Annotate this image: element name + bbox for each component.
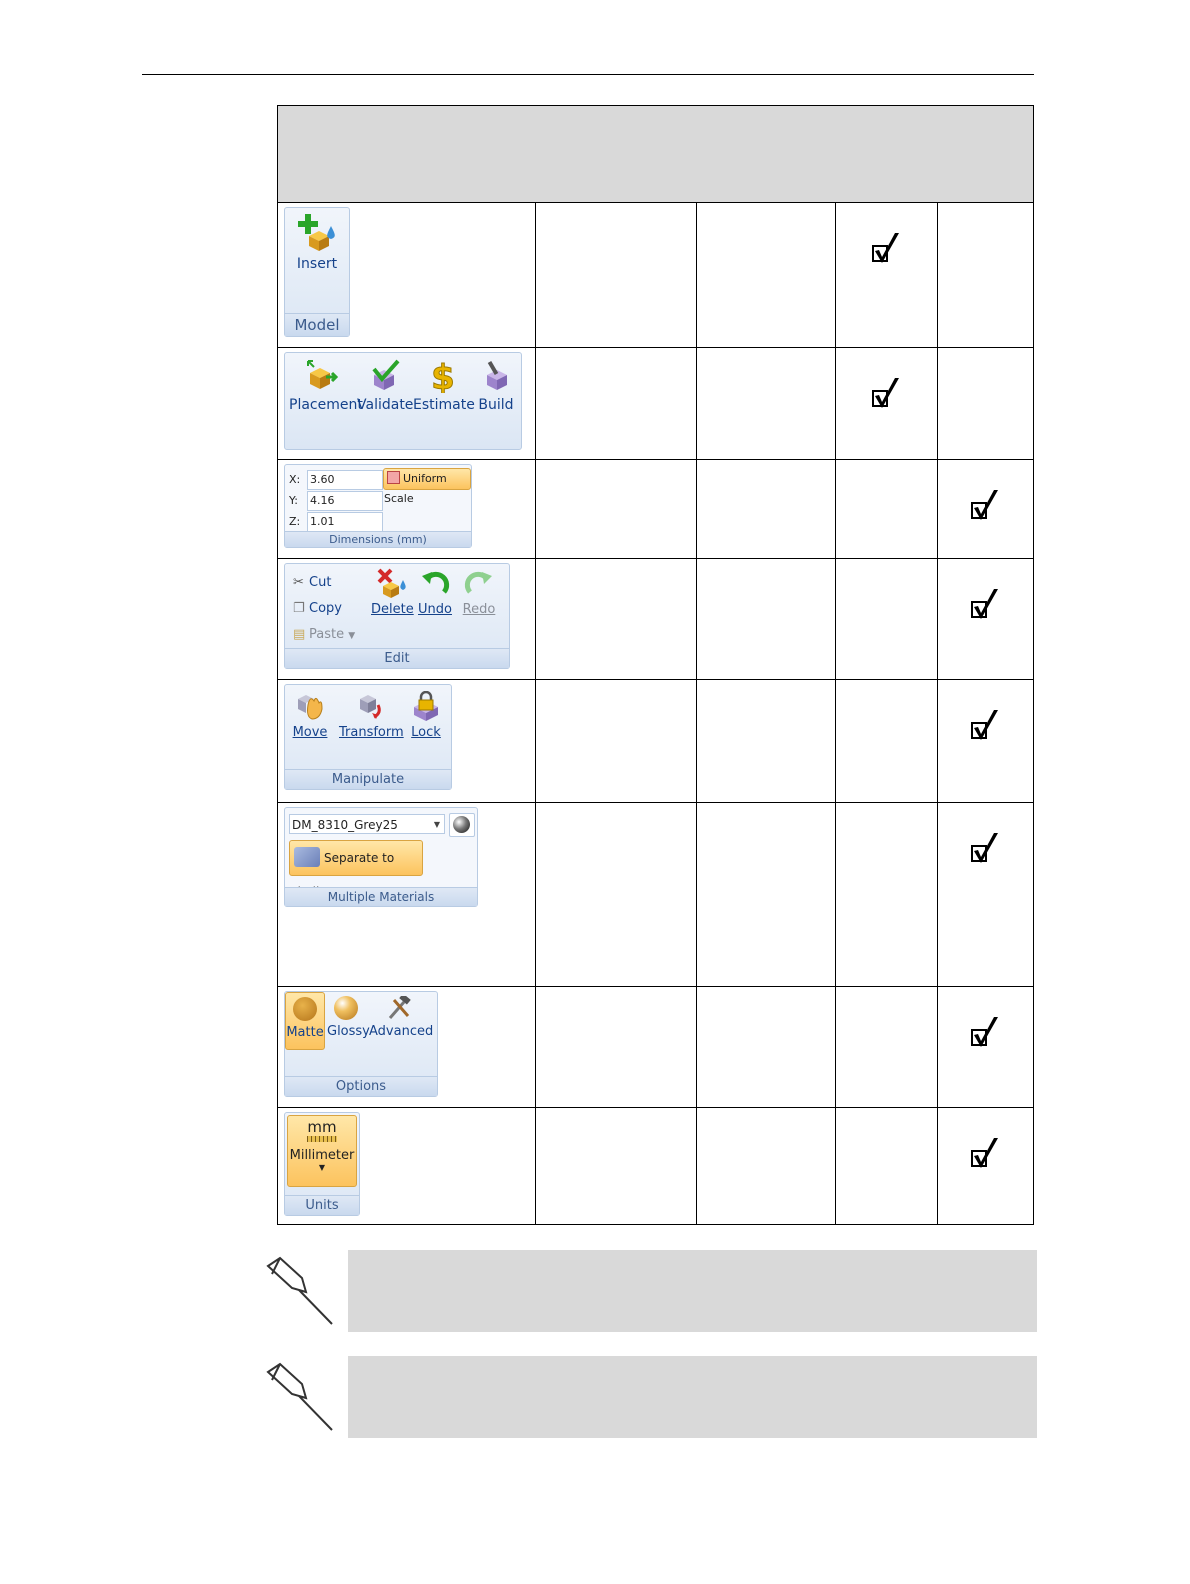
chevron-down-icon: ▼ (433, 820, 440, 829)
transform-label: Transform (339, 725, 404, 740)
validate-button[interactable] (357, 359, 413, 413)
insert-button[interactable] (285, 214, 349, 272)
lock-icon (410, 691, 442, 721)
checkmark-icon (970, 831, 1002, 867)
redo-icon (464, 568, 494, 598)
move-label: Move (292, 725, 328, 740)
delete-label: Delete (371, 602, 414, 617)
dimensions-group (284, 464, 472, 548)
transform-icon (354, 691, 386, 721)
note-box (348, 1356, 1037, 1438)
millimeter-button[interactable] (287, 1115, 357, 1187)
shells-icon (294, 847, 320, 867)
paste-button[interactable] (293, 622, 355, 649)
insert-icon (297, 214, 337, 252)
millimeter-label: Millimeter (289, 1148, 355, 1163)
build-group (284, 352, 522, 450)
uniform-scale-label: Uniform Scale (384, 472, 447, 505)
sphere-icon (453, 816, 470, 833)
uniform-scale-icon (387, 471, 400, 484)
validate-icon (368, 359, 402, 393)
y-input[interactable]: 4.16 (307, 491, 383, 511)
estimate-button[interactable] (413, 359, 473, 413)
edit-group (284, 563, 510, 669)
glossy-button[interactable] (327, 996, 370, 1039)
chevron-down-icon: ▼ (348, 631, 356, 641)
lock-label: Lock (411, 725, 441, 740)
glossy-sphere-icon (334, 996, 358, 1020)
separate-to-shells-button[interactable] (289, 840, 423, 876)
z-input[interactable]: 1.01 (307, 512, 383, 532)
delete-button[interactable] (371, 568, 414, 617)
matte-label: Matte (286, 1025, 324, 1040)
placement-button[interactable] (289, 359, 363, 413)
undo-icon (420, 568, 450, 598)
table-row (278, 987, 1034, 1108)
mm-icon-text: mm (307, 1118, 337, 1136)
units-group (284, 1112, 360, 1216)
model-group (284, 207, 350, 337)
material-select-value: DM_8310_Grey25 (292, 818, 398, 832)
copy-icon: ❐ (293, 601, 305, 616)
top-rule (142, 74, 1034, 75)
ribbon-cell (278, 203, 536, 348)
table-row (278, 1108, 1034, 1225)
x-input[interactable]: 3.60 (307, 470, 383, 490)
checkmark-icon (970, 1136, 1002, 1172)
manipulate-group (284, 684, 452, 790)
x-label: X: (289, 473, 301, 486)
checkmark-icon (970, 708, 1002, 744)
uniform-scale-toggle[interactable] (383, 468, 471, 505)
table-row (278, 559, 1034, 680)
glossy-label: Glossy (327, 1024, 370, 1039)
redo-button[interactable] (461, 568, 497, 617)
z-label: Z: (289, 515, 301, 528)
chevron-down-icon: ▼ (318, 1163, 326, 1172)
checkmark-icon (970, 587, 1002, 623)
check-cell (938, 987, 1034, 1108)
materials-group (284, 807, 478, 907)
scissors-icon: ✂ (293, 575, 304, 590)
check-cell (938, 460, 1034, 559)
z-row (289, 511, 383, 532)
group-label: Model (285, 313, 349, 336)
cut-button[interactable] (293, 570, 355, 596)
delete-icon (375, 568, 407, 598)
material-color-button[interactable] (449, 813, 475, 837)
group-label: Options (285, 1076, 437, 1096)
insert-label: Insert (296, 256, 338, 272)
placement-icon (304, 359, 338, 393)
tools-icon (386, 996, 412, 1020)
material-select[interactable] (289, 814, 445, 834)
move-button[interactable] (291, 691, 329, 740)
paste-icon: ▤ (293, 627, 306, 642)
build-label: Build (478, 397, 514, 413)
x-row (289, 469, 383, 490)
note-box (348, 1250, 1037, 1332)
matte-button[interactable] (285, 992, 325, 1050)
checkmark-icon (871, 376, 903, 412)
options-group (284, 991, 438, 1097)
validate-label: Validate (357, 397, 414, 413)
matte-sphere-icon (293, 997, 317, 1021)
table-row (278, 680, 1034, 803)
group-label: Multiple Materials (285, 887, 477, 906)
ruler-icon (307, 1136, 337, 1142)
checkmark-icon (970, 1015, 1002, 1051)
separate-label: Separate to (324, 851, 395, 865)
transform-button[interactable] (339, 691, 404, 740)
copy-button[interactable] (293, 596, 355, 622)
check-cell (938, 559, 1034, 680)
build-icon (479, 359, 513, 393)
advanced-label: Advanced (369, 1024, 434, 1039)
table-row (278, 203, 1034, 348)
check-cell (938, 1108, 1034, 1225)
group-label: Edit (285, 648, 509, 668)
checkmark-icon (970, 488, 1002, 524)
y-label: Y: (289, 494, 298, 507)
advanced-button[interactable] (369, 996, 434, 1039)
table-header-row (278, 106, 1034, 203)
table-row (278, 460, 1034, 559)
placement-label: Placement (289, 397, 363, 413)
redo-label: Redo (462, 602, 496, 617)
table-header (278, 106, 1034, 203)
group-label: Units (285, 1195, 359, 1215)
build-button[interactable] (475, 359, 517, 413)
svg-text:$: $ (431, 359, 455, 393)
table-row (278, 803, 1034, 987)
feature-table (277, 105, 1034, 1225)
estimate-label: Estimate (413, 397, 475, 413)
checkmark-icon (871, 231, 903, 267)
check-cell (938, 680, 1034, 803)
table-row (278, 348, 1034, 460)
y-row (289, 490, 383, 511)
lock-button[interactable] (409, 691, 443, 740)
paste-label: Paste (309, 627, 345, 642)
cut-label: Cut (309, 575, 332, 590)
check-cell (938, 803, 1034, 987)
undo-button[interactable] (417, 568, 453, 617)
check-cell (836, 348, 938, 460)
group-label: Manipulate (285, 769, 451, 789)
move-icon (294, 691, 326, 721)
dollar-icon (426, 359, 460, 393)
group-label: Dimensions (mm) (285, 531, 471, 547)
pushpin-icon (266, 1362, 338, 1434)
pushpin-icon (266, 1256, 338, 1328)
check-cell (836, 203, 938, 348)
undo-label: Undo (418, 602, 452, 617)
copy-label: Copy (309, 601, 342, 616)
